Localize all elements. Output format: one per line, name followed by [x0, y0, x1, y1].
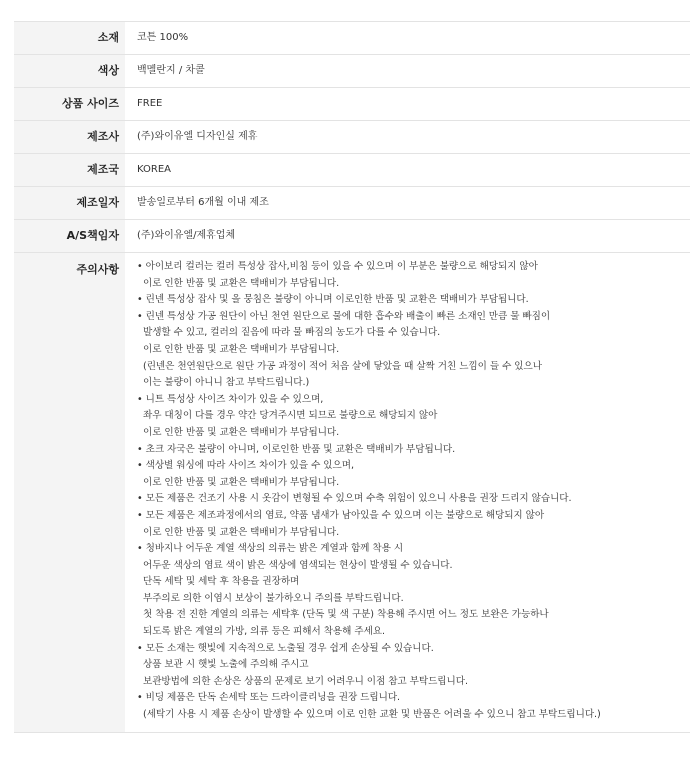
caution-note-line: • 린넨 특성상 가공 원단이 아닌 천연 원단으로 물에 대한 흡수와 배출이 빠른 소재인 만큼 물 빠짐이 [137, 310, 551, 322]
caution-note-line: 발생할 수 있고, 컬러의 짙음에 따라 물 빠짐의 농도가 다를 수 있습니다. [137, 327, 441, 339]
spec-label: 상품 사이즈 [14, 88, 125, 120]
caution-note-line: • 색상별 워싱에 따라 사이즈 차이가 있을 수 있으며, [137, 460, 354, 472]
spec-value: 코튼 100% [137, 32, 189, 43]
spec-row-color [14, 55, 690, 88]
spec-value: (주)와이유엘 디자인실 제휴 [137, 131, 258, 142]
spec-row-manufacturer [14, 121, 690, 154]
spec-label: 제조사 [14, 121, 125, 153]
caution-notes [125, 253, 690, 732]
spec-row-material [14, 22, 690, 55]
spec-row-country [14, 154, 690, 187]
spec-value: KOREA [137, 164, 171, 175]
spec-label: A/S책임자 [14, 220, 125, 252]
caution-note-line: 어두운 색상의 염료 색이 밝은 색상에 염색되는 현상이 발생될 수 있습니다. [137, 559, 453, 571]
caution-note-line: (린넨은 천연원단으로 원단 가공 과정이 적어 처음 살에 닿았을 때 살짝 거친 느낌이 들 수 있으나 [137, 360, 542, 372]
caution-note-line: 부주의로 의한 이염시 보상이 불가하오니 주의를 부탁드립니다. [137, 592, 404, 604]
caution-note-line: 이로 인한 반품 및 교환은 택배비가 부담됩니다. [137, 277, 340, 289]
spec-value: (주)와이유엘/제휴업체 [137, 230, 236, 241]
caution-note-line: (세탁기 사용 시 제품 손상이 발생할 수 있으며 이로 인한 교환 및 반품은 어려울 수 있으니 참고 부탁드립니다.) [137, 709, 601, 721]
caution-note-line: • 청바지나 어두운 계열 색상의 의류는 밝은 계열과 함께 착용 시 [137, 543, 404, 555]
caution-note-line: 이로 인한 반품 및 교환은 택배비가 부담됩니다. [137, 526, 340, 538]
spec-value: 백멜란지 / 차콜 [137, 65, 205, 76]
caution-note-line: • 초크 자국은 불량이 아니며, 이로인한 반품 및 교환은 택배비가 부담됩니다. [137, 443, 456, 455]
caution-note-line: 상품 보관 시 햇빛 노출에 주의해 주시고 [137, 659, 309, 671]
spec-label: 제조일자 [14, 187, 125, 219]
caution-note-line: • 모든 소재는 햇빛에 지속적으로 노출될 경우 쉽게 손상될 수 있습니다. [137, 642, 434, 654]
caution-note-line: • 아이보리 컬러는 컬러 특성상 잡사,비침 등이 있을 수 있으며 이 부분은 불량으로 해당되지 않아 [137, 261, 538, 272]
caution-note-line: • 모든 제품은 건조기 사용 시 옷감이 변형될 수 있으며 수축 위험이 있으니 사용을 권장 드리지 않습니다. [137, 493, 572, 505]
caution-note-line: 이로 인한 반품 및 교환은 택배비가 부담됩니다. [137, 343, 340, 355]
spec-label: 소재 [14, 22, 125, 54]
caution-note-line: 되도록 밝은 계열의 가방, 의류 등은 피해서 착용해 주세요. [137, 626, 385, 638]
caution-note-line: 좌우 대칭이 다를 경우 약간 당겨주시면 되므로 불량으로 해당되지 않아 [137, 410, 438, 422]
caution-note-line: 이로 인한 반품 및 교환은 택배비가 부담됩니다. [137, 476, 340, 488]
product-info-table [14, 21, 690, 733]
spec-row-size [14, 88, 690, 121]
caution-note-line: • 린넨 특성상 잡사 및 올 뭉침은 불량이 아니며 이로인한 반품 및 교환은 택배비가 부담됩니다. [137, 294, 529, 306]
caution-note-line: 단독 세탁 및 세탁 후 착용을 권장하며 [137, 576, 300, 588]
caution-note-line: • 모든 제품은 제조과정에서의 염료, 약품 냄새가 남아있을 수 있으며 이는 불량으로 해당되지 않아 [137, 509, 545, 521]
caution-note-line: 첫 착용 전 진한 계열의 의류는 세탁후 (단독 및 색 구분) 착용해 주시면 어느 정도 보완은 가능하나 [137, 609, 549, 621]
spec-row-caution [14, 253, 690, 733]
spec-label: 색상 [14, 55, 125, 87]
caution-note-line: 보관방법에 의한 손상은 상품의 문제로 보기 어려우니 이점 참고 부탁드립니다. [137, 675, 468, 687]
caution-note-line: 이로 인한 반품 및 교환은 택배비가 부담됩니다. [137, 426, 340, 438]
spec-row-manufacture-date [14, 187, 690, 220]
caution-note-line: • 비딩 제품은 단독 손세탁 또는 드라이클리닝을 권장 드립니다. [137, 692, 401, 704]
spec-row-as-contact [14, 220, 690, 253]
spec-value: FREE [137, 98, 163, 109]
caution-note-line: 이는 불량이 아니니 참고 부탁드립니다.) [137, 377, 310, 389]
caution-label: 주의사항 [14, 253, 125, 732]
spec-label: 제조국 [14, 154, 125, 186]
spec-value: 발송일로부터 6개월 이내 제조 [137, 197, 269, 208]
caution-note-line: • 니트 특성상 사이즈 차이가 있을 수 있으며, [137, 393, 324, 405]
